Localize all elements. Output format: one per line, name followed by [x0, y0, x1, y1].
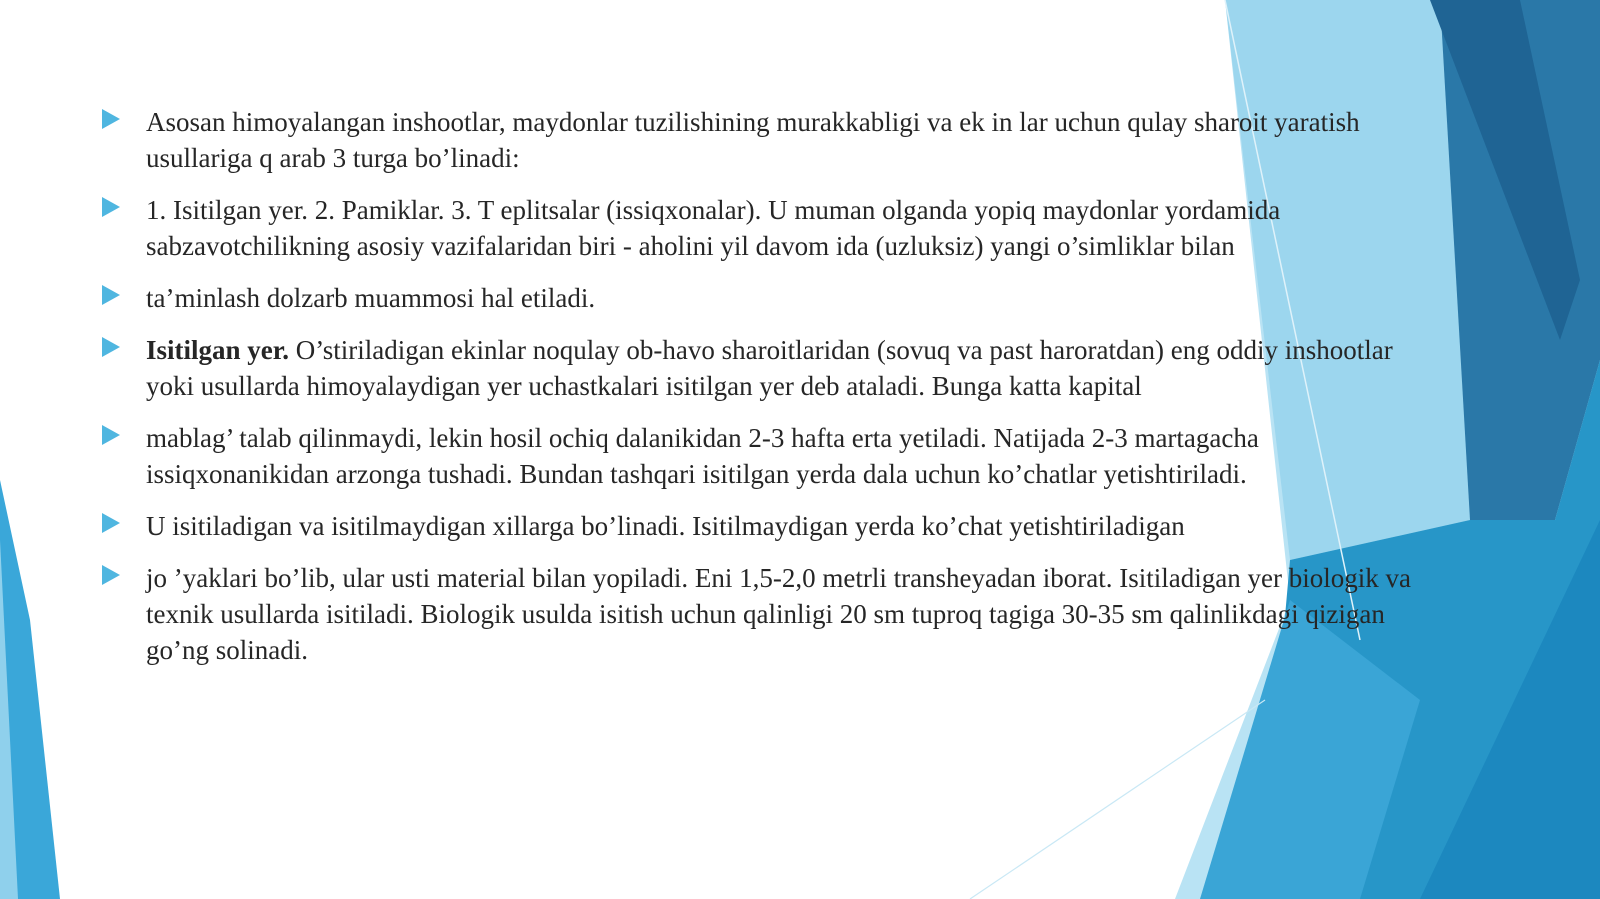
- bullet-text: mablag’ talab qilinmaydi, lekin hosil ochiq dalanikidan 2-3 hafta erta yetiladi. Natijada 2-3 martagacha issiqxonanikidan arzonga tushadi. Bundan tashqari isitilgan yerda dala uchun ko’chatlar yetishtiriladi.: [146, 423, 1259, 489]
- bullet-item: [98, 508, 1428, 544]
- bullet-lead: Isitilgan yer.: [146, 335, 290, 365]
- triangle-bullet-icon: [102, 109, 120, 129]
- triangle-bullet-icon: [102, 513, 120, 533]
- triangle-bullet-icon: [102, 337, 120, 357]
- triangle-bullet-icon: [102, 565, 120, 585]
- bullet-text: O’stiriladigan ekinlar noqulay ob-havo sharoitlaridan (sovuq va past haroratdan) eng oddiy inshootlar yoki usullarda himoyalaydigan yer uchastkalari isitilgan yer deb ataladi. Bunga katta kapital: [146, 335, 1393, 401]
- bullet-text: ta’minlash dolzarb muammosi hal etiladi.: [146, 283, 596, 313]
- bullet-item: [98, 104, 1428, 176]
- bullet-item: [98, 560, 1428, 668]
- bullet-text: 1. Isitilgan yer. 2. Pamiklar. 3. T eplitsalar (issiqxonalar). U muman olganda yopiq maydonlar yordamida sabzavotchilikning asosiy vazifalaridan biri - aholini yil davom ida (uzluksiz) yangi o’simliklar bilan: [146, 195, 1281, 261]
- bullet-text: jo ’yaklari bo’lib, ular usti material bilan yopiladi. Eni 1,5-2,0 metrli transheyadan iborat. Isitiladigan yer biologik va texnik usullarda isitiladi. Biologik usulda isitish uchun qalinligi 20 sm tuproq tagiga 30-35 sm qalinlikdagi qizigan go’ng solinadi.: [146, 563, 1411, 665]
- bullet-list: [98, 104, 1428, 684]
- bullet-text: U isitiladigan va isitilmaydigan xillarga bo’linadi. Isitilmaydigan yerda ko’chat yetishtiriladigan: [146, 511, 1185, 541]
- bullet-item: [98, 332, 1428, 404]
- bullet-item: [98, 420, 1428, 492]
- triangle-bullet-icon: [102, 285, 120, 305]
- triangle-bullet-icon: [102, 197, 120, 217]
- bullet-text: Asosan himoyalangan inshootlar, maydonlar tuzilishining murakkabligi va ek in lar uchun qulay sharoit yaratish usullariga q arab 3 turga bo’linadi:: [146, 107, 1360, 173]
- bullet-item: [98, 192, 1428, 264]
- bullet-item: [98, 280, 1428, 316]
- triangle-bullet-icon: [102, 425, 120, 445]
